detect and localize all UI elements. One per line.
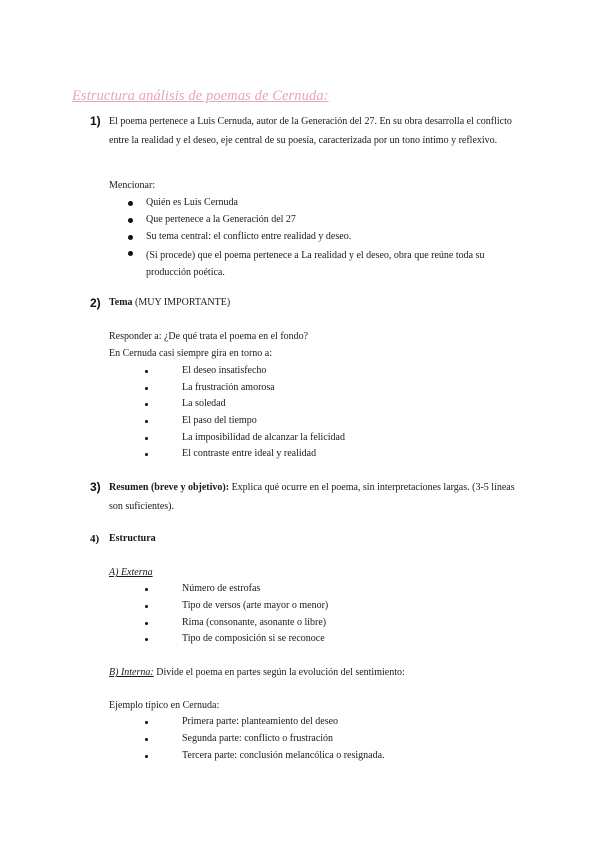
section-2-heading-note: (MUY IMPORTANTE) <box>132 297 231 308</box>
section-4-heading: Estructura <box>109 533 156 544</box>
list-item-text: El deseo insatisfecho <box>182 365 267 376</box>
section-3-text <box>109 478 519 516</box>
list-item-text: (Si procede) que el poema pertenece a La realidad y el deseo, obra que reúne toda su producción poética. <box>146 250 485 278</box>
bullet-icon <box>145 638 148 641</box>
section-2-heading-line <box>109 297 230 308</box>
bullet-icon <box>145 721 148 724</box>
section-2-number: 2) <box>90 296 101 310</box>
list-item-text: El contraste entre ideal y realidad <box>182 448 317 459</box>
bullet-icon <box>145 755 148 758</box>
list-item-text: Primera parte: planteamiento del deseo <box>182 716 339 727</box>
tema-intro: En Cernuda casi siempre gira en torno a: <box>109 348 272 359</box>
list-item-text: La frustración amorosa <box>182 382 275 393</box>
section-2-heading: Tema <box>109 297 133 308</box>
bullet-icon <box>128 235 133 240</box>
list-item-text: Rima (consonante, asonante o libre) <box>182 617 327 628</box>
section-3-number: 3) <box>90 480 101 494</box>
bullet-icon <box>128 251 133 256</box>
bullet-icon <box>145 738 148 741</box>
bullet-icon <box>145 588 148 591</box>
section-3-heading: Resumen (breve y objetivo): <box>109 482 230 493</box>
list-item-text: Su tema central: el conflicto entre realidad y deseo. <box>146 231 352 242</box>
bullet-icon <box>145 605 148 608</box>
list-item-text: La soledad <box>182 398 226 409</box>
bullet-icon <box>128 218 133 223</box>
interna-label: B) Interna: <box>109 667 154 678</box>
bullet-icon <box>128 201 133 206</box>
bullet-icon <box>145 622 148 625</box>
bullet-icon <box>145 437 148 440</box>
bullet-icon <box>145 370 148 373</box>
section-1-number: 1) <box>90 114 101 128</box>
interna-text: Divide el poema en partes según la evolución del sentimiento: <box>153 667 405 678</box>
externa-label: A) Externa <box>109 567 153 578</box>
section-3-body: Explica qué ocurre en el poema, sin interpretaciones largas. (3-5 líneas son suficientes). <box>109 482 515 512</box>
bullet-icon <box>145 420 148 423</box>
section-4-number: 4) <box>90 533 100 545</box>
document-title: Estructura análisis de poemas de Cernuda: <box>72 88 329 104</box>
section-1-text: El poema pertenece a Luis Cernuda, autor de la Generación del 27. En su obra desarrolla el conflicto entre la realidad y el deseo, eje central de su poesía, caracterizada por un tono íntimo y reflexivo. <box>109 116 512 146</box>
interna-line <box>109 667 405 678</box>
list-item-text: Tipo de versos (arte mayor o menor) <box>182 600 329 611</box>
bullet-icon <box>145 453 148 456</box>
mention-label: Mencionar: <box>109 180 156 191</box>
bullet-icon <box>145 403 148 406</box>
list-item-text: El paso del tiempo <box>182 415 257 426</box>
list-item-text: Que pertenece a la Generación del 27 <box>146 214 296 225</box>
list-item-text: Tipo de composición si se reconoce <box>182 633 325 644</box>
tema-question: Responder a: ¿De qué trata el poema en el fondo? <box>109 331 309 342</box>
list-item-text: Quién es Luis Cernuda <box>146 197 238 208</box>
list-item-text: La imposibilidad de alcanzar la felicidad <box>182 432 345 443</box>
example-label: Ejemplo típico en Cernuda: <box>109 700 220 711</box>
bullet-icon <box>145 387 148 390</box>
list-item-text: Segunda parte: conflicto o frustración <box>182 733 334 744</box>
list-item-text: Tercera parte: conclusión melancólica o resignada. <box>182 750 385 761</box>
list-item-text: Número de estrofas <box>182 583 261 594</box>
